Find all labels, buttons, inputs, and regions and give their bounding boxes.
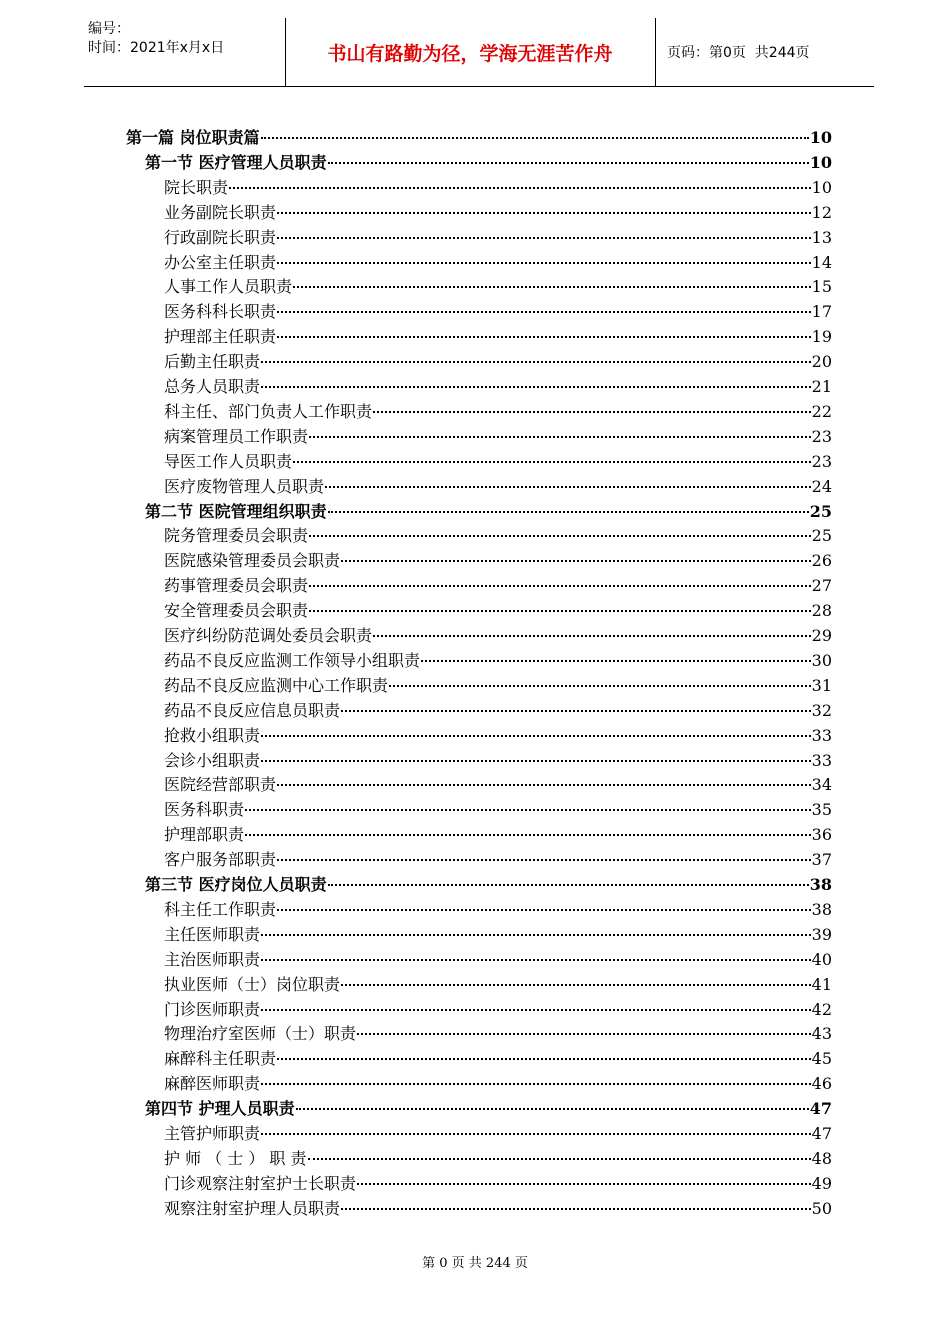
toc-section-entry[interactable] <box>145 872 832 897</box>
toc-entry-title: 医疗废物管理人员职责 <box>164 476 325 496</box>
toc-entry-title: 医务科科长职责 <box>164 302 277 322</box>
toc-dot-leader <box>245 834 811 836</box>
page-footer <box>0 1252 950 1271</box>
toc-dot-leader <box>309 535 811 537</box>
toc-dot-leader <box>277 909 811 911</box>
toc-dot-leader <box>277 237 811 239</box>
toc-entry-page: 38 <box>809 875 832 894</box>
toc-entry[interactable] <box>164 200 832 225</box>
toc-dot-leader <box>293 286 811 288</box>
toc-entry-title: 会诊小组职责 <box>164 750 261 770</box>
toc-entry[interactable] <box>164 1071 832 1096</box>
toc-dot-leader <box>277 859 811 861</box>
toc-entry-page: 33 <box>811 725 832 745</box>
toc-entry-page: 24 <box>811 476 832 496</box>
toc-entry-page: 49 <box>811 1173 832 1193</box>
toc-entry-page: 10 <box>809 152 832 172</box>
toc-dot-leader <box>261 386 811 388</box>
toc-entry[interactable] <box>164 648 832 673</box>
toc-dot-leader <box>341 710 811 712</box>
toc-dot-leader <box>421 660 811 662</box>
toc-entry-page: 40 <box>811 949 832 969</box>
toc-entry-page: 45 <box>811 1049 832 1069</box>
toc-dot-leader <box>261 760 811 762</box>
toc-entry-title: 门诊医师职责 <box>164 999 261 1019</box>
toc-entry-title: 药品不良反应监测工作领导小组职责 <box>164 650 421 670</box>
toc-entry[interactable] <box>164 972 832 997</box>
toc-entry[interactable] <box>164 274 832 299</box>
toc-dot-leader <box>277 212 811 214</box>
toc-entry-page: 35 <box>811 800 832 820</box>
toc-entry-title: 药事管理委员会职责 <box>164 576 309 596</box>
toc-dot-leader <box>309 436 811 438</box>
toc-entry[interactable] <box>164 598 832 623</box>
toc-dot-leader <box>261 1133 811 1135</box>
toc-dot-leader <box>309 585 811 587</box>
toc-entry-page: 48 <box>811 1148 832 1168</box>
toc-entry-page: 36 <box>811 825 832 845</box>
toc-entry-title: 药品不良反应信息员职责 <box>164 700 341 720</box>
toc-entry-page: 39 <box>811 924 832 944</box>
toc-dot-leader <box>341 1208 811 1210</box>
toc-entry-page: 19 <box>811 327 832 347</box>
toc-entry[interactable] <box>164 1046 832 1071</box>
toc-dot-leader <box>261 1083 811 1085</box>
toc-entry-title: 医务科职责 <box>164 800 245 820</box>
header-page-label: 页码：第0页 共244页 <box>667 45 810 61</box>
toc-entry-title: 第一篇 岗位职责篇 <box>126 128 260 147</box>
motto-text: 书山有路勤为径，学海无涯苦作舟 <box>327 42 613 65</box>
toc-entry-title: 主治医师职责 <box>164 949 261 969</box>
toc-dot-leader <box>261 361 811 363</box>
toc-entry-title: 安全管理委员会职责 <box>164 601 309 621</box>
header-page-info <box>655 18 874 86</box>
toc-dot-leader <box>325 486 811 488</box>
toc-entry-page: 29 <box>811 626 832 645</box>
document-number-label: 编号： <box>88 21 130 37</box>
footer-page-number: 第 0 页 共 244 页 <box>422 1256 528 1271</box>
toc-entry-title: 护 师 （ 士 ） 职 责 <box>164 1148 307 1168</box>
toc-dot-leader <box>308 1158 811 1160</box>
toc-dot-leader <box>277 336 811 338</box>
toc-dot-leader <box>261 1009 811 1011</box>
toc-entry[interactable] <box>164 673 832 698</box>
toc-entry-page: 27 <box>811 576 832 596</box>
toc-entry[interactable] <box>164 822 832 847</box>
toc-part-entry[interactable] <box>126 125 832 150</box>
toc-entry-page: 13 <box>811 227 832 247</box>
toc-entry[interactable] <box>164 772 832 797</box>
toc-dot-leader <box>277 311 811 313</box>
toc-entry-page: 37 <box>811 850 832 870</box>
toc-entry-title: 第一节 医疗管理人员职责 <box>145 152 327 172</box>
toc-dot-leader <box>328 884 809 886</box>
toc-entry-page: 41 <box>811 974 832 994</box>
toc-entry-title: 行政副院长职责 <box>164 227 277 247</box>
toc-entry[interactable] <box>164 623 832 648</box>
toc-entry-title: 医院经营部职责 <box>164 775 277 795</box>
toc-dot-leader <box>293 461 811 463</box>
toc-entry-title: 观察注射室护理人员职责 <box>164 1198 341 1218</box>
toc-dot-leader <box>328 162 809 164</box>
toc-entry[interactable] <box>164 299 832 324</box>
toc-entry-page: 10 <box>811 177 832 197</box>
toc-entry-page: 25 <box>811 526 832 546</box>
toc-dot-leader <box>389 685 811 687</box>
toc-entry[interactable] <box>164 225 832 250</box>
toc-dot-leader <box>261 934 811 936</box>
toc-entry-title: 护理部职责 <box>164 825 245 845</box>
toc-entry[interactable] <box>164 1171 832 1196</box>
toc-entry[interactable] <box>164 1021 832 1046</box>
toc-entry[interactable] <box>164 1146 832 1171</box>
toc-entry-title: 抢救小组职责 <box>164 725 261 745</box>
toc-entry-title: 病案管理员工作职责 <box>164 426 309 446</box>
toc-entry-title: 院长职责 <box>164 177 229 197</box>
toc-entry-page: 50 <box>811 1198 832 1218</box>
toc-dot-leader <box>328 511 809 513</box>
toc-entry-page: 33 <box>811 750 832 770</box>
toc-dot-leader <box>341 560 811 562</box>
toc-entry-title: 第三节 医疗岗位人员职责 <box>145 875 327 894</box>
toc-entry-title: 科主任工作职责 <box>164 899 277 919</box>
toc-entry-page: 14 <box>811 252 832 272</box>
toc-dot-leader <box>296 1108 809 1110</box>
toc-entry-page: 15 <box>811 277 832 297</box>
toc-entry-title: 麻醉医师职责 <box>164 1074 261 1094</box>
toc-section-entry[interactable] <box>145 499 832 524</box>
toc-entry-title: 第二节 医院管理组织职责 <box>145 501 327 521</box>
toc-entry[interactable] <box>164 573 832 598</box>
toc-entry-page: 25 <box>809 501 832 521</box>
toc-entry-page: 26 <box>811 551 832 571</box>
toc-entry-page: 10 <box>809 128 832 147</box>
toc-dot-leader <box>229 187 811 189</box>
toc-entry[interactable] <box>164 847 832 872</box>
toc-entry-title: 医院感染管理委员会职责 <box>164 551 341 571</box>
toc-entry-page: 38 <box>811 899 832 919</box>
toc-entry-title: 后勤主任职责 <box>164 352 261 372</box>
toc-dot-leader <box>373 411 811 413</box>
toc-entry-page: 43 <box>811 1024 832 1044</box>
toc-entry-title: 第四节 护理人员职责 <box>145 1099 295 1119</box>
toc-entry[interactable] <box>164 748 832 773</box>
toc-entry-page: 23 <box>811 451 832 471</box>
toc-entry-page: 21 <box>811 377 832 396</box>
header-meta <box>88 20 224 58</box>
toc-entry-title: 主管护师职责 <box>164 1124 261 1143</box>
toc-entry[interactable] <box>164 698 832 723</box>
toc-entry-page: 22 <box>811 401 832 421</box>
toc-entry-title: 物理治疗室医师（士）职责 <box>164 1024 357 1044</box>
toc-entry-page: 28 <box>811 601 832 621</box>
toc-entry-page: 23 <box>811 426 832 446</box>
toc-entry-page: 20 <box>811 352 832 372</box>
toc-entry[interactable] <box>164 523 832 548</box>
toc-entry-page: 46 <box>811 1074 832 1094</box>
toc-section-entry[interactable] <box>145 150 832 175</box>
toc-entry[interactable] <box>164 349 832 374</box>
toc-entry[interactable] <box>164 947 832 972</box>
toc-entry-page: 42 <box>811 999 832 1019</box>
toc-dot-leader <box>341 984 811 986</box>
toc-entry[interactable] <box>164 449 832 474</box>
toc-entry-page: 30 <box>811 650 832 670</box>
toc-dot-leader <box>261 959 811 961</box>
toc-dot-leader <box>277 262 811 264</box>
toc-entry-title: 麻醉科主任职责 <box>164 1049 277 1069</box>
toc-entry[interactable] <box>164 922 832 947</box>
toc-entry-title: 医疗纠纷防范调处委员会职责 <box>164 626 373 645</box>
toc-entry[interactable] <box>164 897 832 922</box>
toc-entry-title: 办公室主任职责 <box>164 252 277 272</box>
toc-dot-leader <box>277 1058 811 1060</box>
toc-entry-title: 人事工作人员职责 <box>164 277 293 297</box>
toc-entry-page: 34 <box>811 775 832 795</box>
toc-entry-title: 护理部主任职责 <box>164 327 277 347</box>
document-time-label: 时间：2021年x月x日 <box>88 40 225 56</box>
toc-entry-title: 科主任、部门负责人工作职责 <box>164 401 373 421</box>
toc-entry[interactable] <box>164 797 832 822</box>
toc-section-entry[interactable] <box>145 1096 832 1121</box>
toc-entry[interactable] <box>164 723 832 748</box>
toc-entry-title: 客户服务部职责 <box>164 850 277 870</box>
toc-entry[interactable] <box>164 474 832 499</box>
toc-dot-leader <box>373 635 811 637</box>
toc-entry-page: 12 <box>811 202 832 222</box>
toc-entry-title: 总务人员职责 <box>164 377 261 396</box>
toc-dot-leader <box>245 809 811 811</box>
toc-entry[interactable] <box>164 175 832 200</box>
toc-entry-title: 导医工作人员职责 <box>164 451 293 471</box>
toc-entry[interactable] <box>164 997 832 1022</box>
toc-entry-page: 47 <box>811 1124 832 1143</box>
toc-dot-leader <box>261 735 811 737</box>
toc-entry-page: 31 <box>811 675 832 695</box>
toc-dot-leader <box>277 784 811 786</box>
toc-entry[interactable] <box>164 548 832 573</box>
toc-entry-title: 执业医师（士）岗位职责 <box>164 974 341 994</box>
toc-entry-title: 业务副院长职责 <box>164 202 277 222</box>
toc-entry[interactable] <box>164 1121 832 1146</box>
toc-entry[interactable] <box>164 250 832 275</box>
toc-entry-title: 主任医师职责 <box>164 924 261 944</box>
toc-entry-title: 门诊观察注射室护士长职责 <box>164 1173 357 1193</box>
toc-dot-leader <box>357 1183 811 1185</box>
header-motto <box>285 18 655 86</box>
toc-entry-title: 院务管理委员会职责 <box>164 526 309 546</box>
toc-dot-leader <box>261 137 809 139</box>
toc-entry[interactable] <box>164 424 832 449</box>
toc-entry-page: 47 <box>809 1099 832 1119</box>
toc-dot-leader <box>357 1033 811 1035</box>
toc-entry[interactable] <box>164 324 832 349</box>
toc-entry-page: 17 <box>811 302 832 322</box>
toc-entry[interactable] <box>164 374 832 399</box>
toc-entry[interactable] <box>164 399 832 424</box>
toc-entry-title: 药品不良反应监测中心工作职责 <box>164 675 389 695</box>
page-header <box>84 18 874 87</box>
toc-dot-leader <box>309 610 811 612</box>
toc-entry[interactable] <box>164 1196 832 1221</box>
toc-entry-page: 32 <box>811 700 832 720</box>
